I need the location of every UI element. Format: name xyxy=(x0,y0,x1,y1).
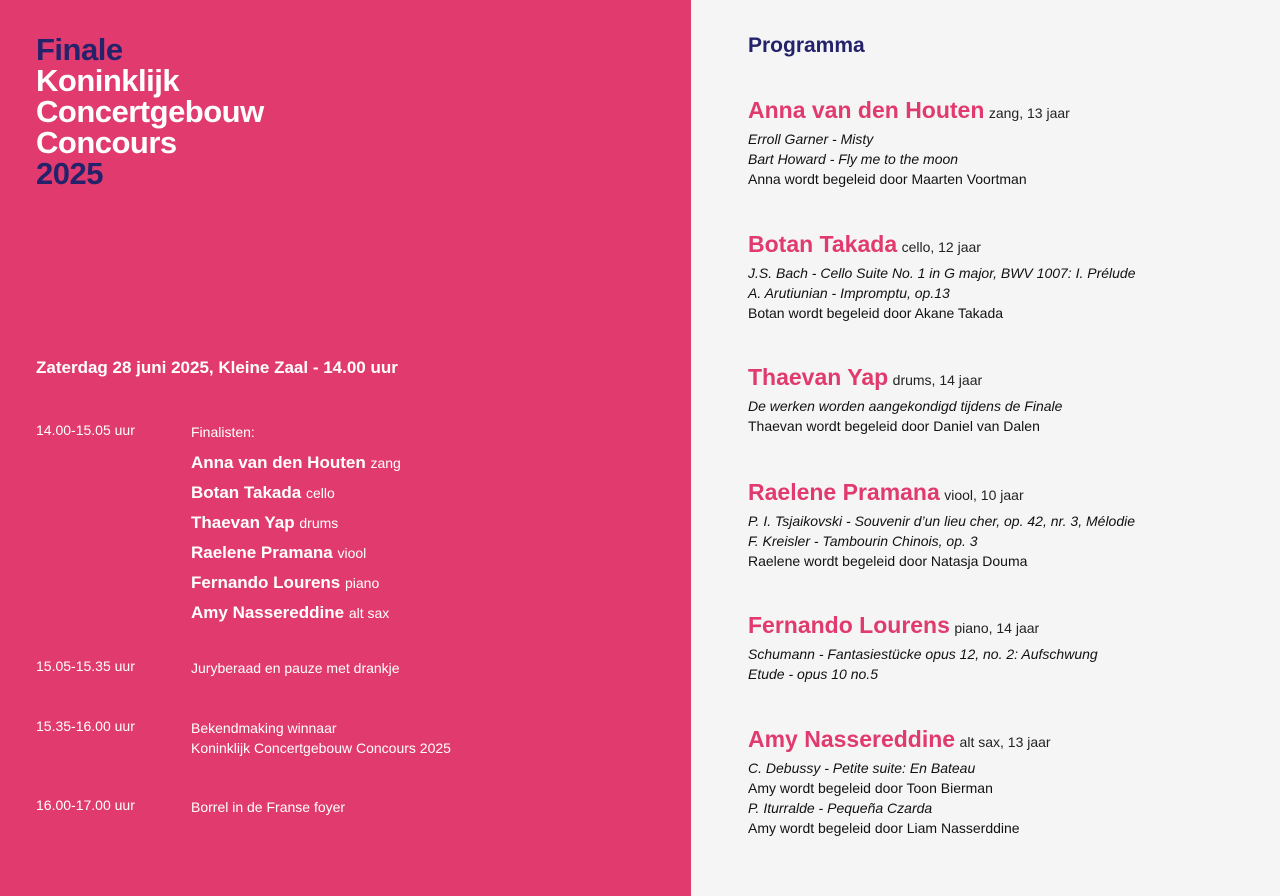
entry-heading xyxy=(748,477,1248,511)
finalist-item xyxy=(191,598,611,628)
piece-line: A. Arutiunian - Impromptu, op.13 xyxy=(748,285,950,301)
piece-line: Erroll Garner - Misty xyxy=(748,131,874,147)
entry-heading xyxy=(748,229,1248,263)
programma-entry xyxy=(748,477,1248,571)
finalist-item xyxy=(191,568,611,598)
performer-name: Amy Nassereddine xyxy=(748,726,956,752)
performer-meta: viool, 10 jaar xyxy=(944,487,1024,503)
date-location: Zaterdag 28 juni 2025, Kleine Zaal - 14.00 uur xyxy=(36,358,398,377)
programma-title: Programma xyxy=(748,34,865,57)
performer-name: Raelene Pramana xyxy=(748,479,940,505)
finalist-instrument: viool xyxy=(337,545,367,561)
piece-line: Schumann - Fantasiestücke opus 12, no. 2: Aufschwung xyxy=(748,646,1098,662)
programma-entry xyxy=(748,229,1248,323)
finalist-instrument: piano xyxy=(344,575,380,591)
accompanist-line: Raelene wordt begeleid door Natasja Douma xyxy=(748,553,1028,569)
entry-heading xyxy=(748,362,1248,396)
performer-meta: zang, 13 jaar xyxy=(988,105,1070,121)
finalist-name: Anna van den Houten xyxy=(191,453,366,472)
slot-time: 15.35-16.00 uur xyxy=(36,718,135,734)
piece-line: C. Debussy - Petite suite: En Bateau xyxy=(748,760,976,776)
entry-heading xyxy=(748,724,1248,758)
finalist-name: Raelene Pramana xyxy=(191,543,333,562)
piece-line: F. Kreisler - Tambourin Chinois, op. 3 xyxy=(748,533,978,549)
finalist-item xyxy=(191,508,611,538)
finalist-instrument: alt sax xyxy=(348,605,390,621)
title-line-concertgebouw: Concertgebouw xyxy=(36,94,264,129)
finalist-name: Botan Takada xyxy=(191,483,302,502)
finalist-instrument: zang xyxy=(370,455,401,471)
programma-entry xyxy=(748,95,1248,189)
performer-name: Thaevan Yap xyxy=(748,364,889,390)
accompanist-line: Thaevan wordt begeleid door Daniel van Dalen xyxy=(748,418,1040,434)
finalists-label: Finalisten: xyxy=(191,424,255,440)
title-line-concours: Concours xyxy=(36,125,177,160)
programma-entry xyxy=(748,610,1248,684)
accompanist-line: Anna wordt begeleid door Maarten Voortman xyxy=(748,171,1027,187)
finalist-item xyxy=(191,478,611,508)
piece-line: J.S. Bach - Cello Suite No. 1 in G major, BWV 1007: I. Prélude xyxy=(748,265,1136,281)
entry-heading xyxy=(748,95,1248,129)
finalist-name: Fernando Lourens xyxy=(191,573,341,592)
accompanist-line: Botan wordt begeleid door Akane Takada xyxy=(748,305,1004,321)
performer-name: Botan Takada xyxy=(748,231,898,257)
finalist-item xyxy=(191,448,611,478)
programma-entry xyxy=(748,724,1248,838)
performer-meta: drums, 14 jaar xyxy=(892,372,983,388)
slot-description-line: Bekendmaking winnaar xyxy=(191,720,337,736)
slot-time: 15.05-15.35 uur xyxy=(36,658,135,674)
piece-line: De werken worden aangekondigd tijdens de Finale xyxy=(748,398,1063,414)
piece-line: P. Iturralde - Pequeña Czarda xyxy=(748,800,933,816)
finalist-instrument: cello xyxy=(305,485,335,501)
slot-description: Borrel in de Franse foyer xyxy=(191,799,346,815)
finalist-instrument: drums xyxy=(299,515,339,531)
performer-meta: piano, 14 jaar xyxy=(954,620,1040,636)
piece-line: Bart Howard - Fly me to the moon xyxy=(748,151,959,167)
finalist-name: Amy Nassereddine xyxy=(191,603,345,622)
slot-description xyxy=(191,422,611,628)
slot-description: Juryberaad en pauze met drankje xyxy=(191,660,400,676)
slot-time: 16.00-17.00 uur xyxy=(36,797,135,813)
performer-name: Anna van den Houten xyxy=(748,97,985,123)
piece-line: P. I. Tsjaikovski - Souvenir d’un lieu cher, op. 42, nr. 3, Mélodie xyxy=(748,513,1136,529)
slot-description-line: Koninklijk Concertgebouw Concours 2025 xyxy=(191,740,451,756)
title-line-finale: Finale xyxy=(36,32,123,67)
title-line-year: 2025 xyxy=(36,156,103,191)
finalist-item xyxy=(191,538,611,568)
slot-time: 14.00-15.05 uur xyxy=(36,422,135,438)
accompanist-line: Amy wordt begeleid door Liam Nasserddine xyxy=(748,820,1020,836)
performer-name: Fernando Lourens xyxy=(748,612,950,638)
performer-meta: cello, 12 jaar xyxy=(901,239,981,255)
event-title xyxy=(36,34,264,189)
programma-entry xyxy=(748,362,1248,436)
accompanist-line: Amy wordt begeleid door Toon Bierman xyxy=(748,780,993,796)
piece-line: Etude - opus 10 no.5 xyxy=(748,666,878,682)
title-line-koninklijk: Koninklijk xyxy=(36,63,180,98)
entry-heading xyxy=(748,610,1248,644)
slot-description xyxy=(191,718,611,758)
performer-meta: alt sax, 13 jaar xyxy=(959,734,1051,750)
finalist-name: Thaevan Yap xyxy=(191,513,295,532)
